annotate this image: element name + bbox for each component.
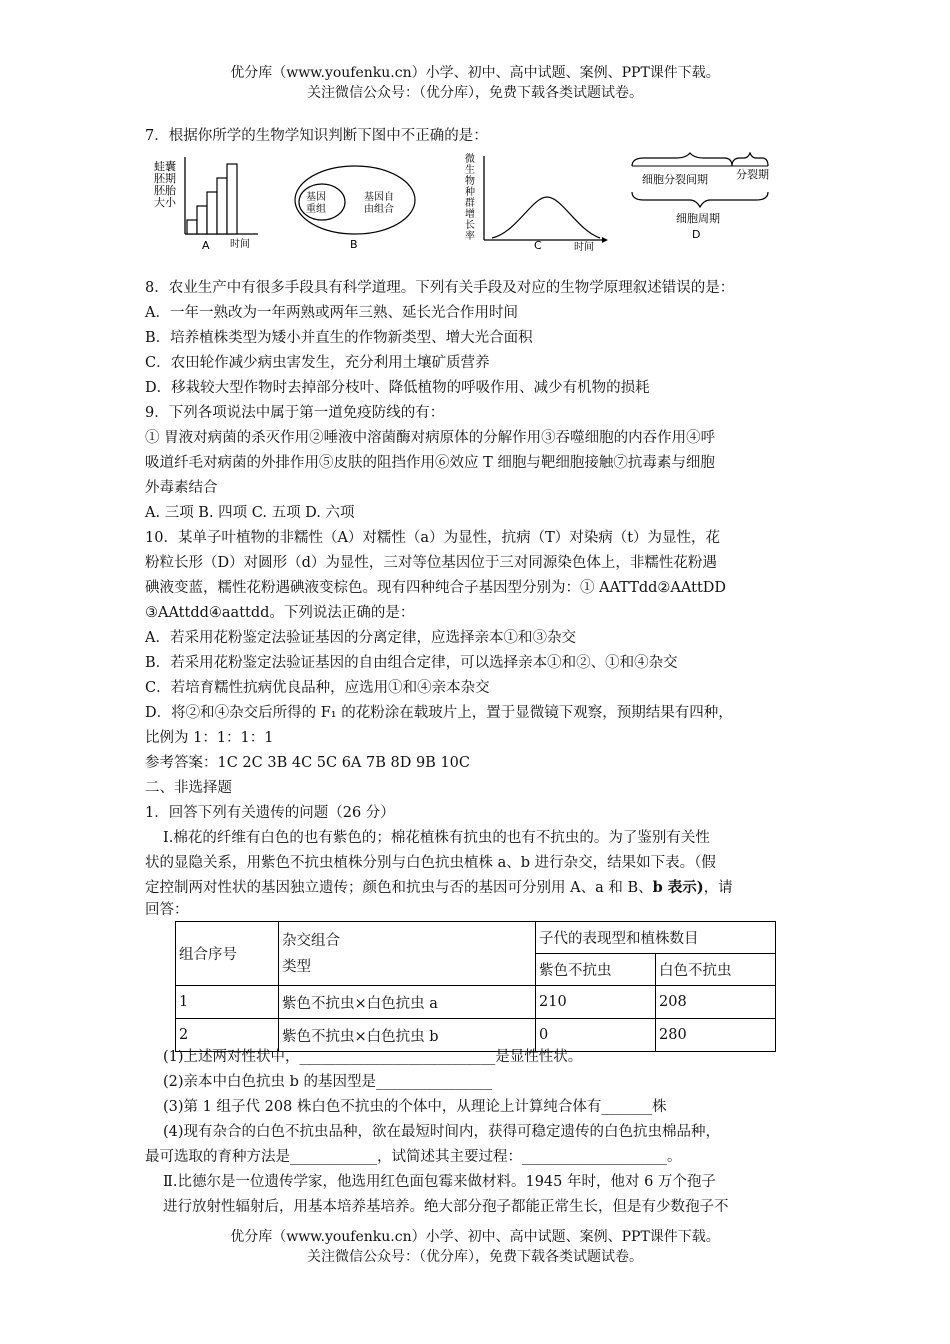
page-footer-line2: 关注微信公众号：（优分库），免费下载各类试题试卷。 (307, 1249, 643, 1265)
table-cell-purple: 0 (536, 1019, 656, 1052)
part-ii-line-1: Ⅱ.比德尔是一位遗传学家，他选用红色面包霉来做材料。1945 年时，他对 6 万个孢子 (163, 1174, 716, 1190)
figure-d-cell-cycle (624, 152, 774, 242)
table-header-purple: 紫色不抗虫 (536, 954, 656, 986)
fig-c-ylabel-2: 生 (465, 165, 475, 176)
subquestion-1: (1)上述两对性状中，___________________________是显性性状。 (163, 1049, 583, 1065)
q9-body-3: 外毒素结合 (145, 480, 218, 496)
q8-stem: 8．农业生产中有很多手段具有科学道理。下列有关手段及对应的生物学原理叙述错误的是： (145, 280, 735, 296)
problem-1-intro-3a: 定控制两对性状的基因独立遗传；颜色和抗虫与否的基因可分别用 A、a 和 B、 (145, 880, 653, 896)
q10-option-b: B．若采用花粉鉴定法验证基因的自由组合定律，可以选择亲本①和②、①和④杂交 (145, 655, 678, 671)
q8-option-a: A．一年一熟改为一年两熟或两年三熟、延长光合作用时间 (145, 305, 518, 321)
q9-options: A. 三项 B. 四项 C. 五项 D. 六项 (145, 505, 355, 521)
fig-a-ylabel-4: 大小 (154, 196, 176, 209)
problem-1-intro-3 (145, 877, 733, 899)
problem-1-intro-4: 回答： (145, 902, 189, 918)
section-2-title: 二、非选择题 (145, 780, 232, 796)
page-header-line2: 关注微信公众号：（优分库），免费下载各类试题试卷。 (307, 85, 643, 101)
table-cell-index: 2 (176, 1019, 279, 1052)
subquestion-4a: (4)现有杂合的白色不抗虫品种，欲在最短时间内，获得可稳定遗传的白色抗虫棉品种， (163, 1124, 721, 1140)
table-header-white: 白色不抗虫 (656, 954, 776, 986)
fig-d-mitosis-label: 分裂期 (736, 168, 769, 181)
figure-b-set-diagram (292, 152, 422, 252)
fig-d-label: D (692, 228, 701, 241)
fig-c-ylabel-7: 长 (465, 220, 475, 231)
table-header-offspring: 子代的表现型和植株数目 (536, 922, 776, 954)
fig-c-ylabel-5: 群 (465, 198, 475, 209)
q9-stem: 9．下列各项说法中属于第一道免疫防线的有： (145, 405, 445, 421)
table-header-cross (279, 922, 536, 986)
fig-c-ylabel-1: 微 (465, 154, 475, 165)
table-cell-index: 1 (176, 986, 279, 1019)
table-header-row-1 (176, 922, 776, 954)
fig-a-bar (217, 178, 227, 234)
table-row (176, 986, 776, 1019)
table-cell-white: 280 (656, 1019, 776, 1052)
page-footer-line1: 优分库（www.youfenku.cn）小学、初中、高中试题、案例、PPT课件下载。 (230, 1229, 720, 1245)
q9-body-1: ① 胃液对病菌的杀灭作用②唾液中溶菌酶对病原体的分解作用③吞噬细胞的内吞作用④呼 (145, 430, 716, 446)
q10-option-d-cont: 比例为 1：1：1：1 (145, 730, 274, 746)
fig-b-inner-label-1: 基因 (306, 192, 326, 203)
fig-a-xlabel: 时间 (230, 239, 250, 250)
problem-1-intro-3c: ，请 (703, 880, 733, 896)
table-header-index: 组合序号 (176, 922, 279, 986)
q10-option-d: D．将②和④杂交后所得的 F₁ 的花粉涂在载玻片上，置于显微镜下观察，预期结果有四种， (145, 705, 733, 721)
fig-d-interphase-label: 细胞分裂间期 (642, 173, 708, 186)
page-header-line1: 优分库（www.youfenku.cn）小学、初中、高中试题、案例、PPT课件下载。 (230, 65, 720, 81)
subquestion-2: (2)亲本中白色抗虫 b 的基因型是________________ (163, 1074, 493, 1090)
q8-option-b: B．培养植株类型为矮小并直生的作物新类型、增大光合面积 (145, 330, 533, 346)
part-ii-line-2: 进行放射性辐射后，用基本培养基培养。绝大部分孢子都能正常生长，但是有少数孢子不 (163, 1199, 729, 1215)
q10-stem-1: 10．某单子叶植物的非糯性（A）对糯性（a）为显性，抗病（T）对染病（t）为显性，花 (145, 530, 721, 546)
fig-a-bar (197, 206, 207, 234)
fig-a-bar (227, 164, 237, 234)
fig-c-curve (492, 197, 600, 238)
fig-c-ylabel-3: 物 (465, 176, 475, 187)
fig-a-bar (207, 192, 217, 234)
q8-option-d: D．移栽较大型作物时去掉部分枝叶、降低植物的呼吸作用、减少有机物的损耗 (145, 380, 650, 396)
fig-a-ylabel-1: 蛙囊 (154, 160, 176, 173)
q8-option-c: C．农田轮作减少病虫害发生，充分利用土壤矿质营养 (145, 355, 490, 371)
fig-a-bar (187, 220, 197, 234)
fig-b-label: B (350, 238, 358, 251)
fig-b-outer-label-1: 基因自 (364, 192, 394, 203)
fig-a-ylabel-2: 胚期 (154, 172, 176, 185)
fig-a-ylabel-3: 胚胎 (154, 184, 176, 197)
fig-d-mitosis-brace (732, 153, 768, 166)
problem-1-intro-3b: b 表示) (652, 879, 704, 896)
figure-a-bar-graph (150, 152, 270, 252)
problem-1-intro-1: Ⅰ.棉花的纤维有白色的也有紫色的；棉花植株有抗虫的也有不抗虫的。为了鉴别有关性 (163, 830, 710, 846)
table-cell-white: 208 (656, 986, 776, 1019)
fig-a-label: A (202, 239, 210, 252)
fig-c-x-arrow (602, 237, 608, 243)
q10-option-c: C．若培育糯性抗病优良品种，应选用①和④亲本杂交 (145, 680, 490, 696)
answer-key: 参考答案：1C 2C 3B 4C 5C 6A 7B 8D 9B 10C (145, 755, 470, 771)
fig-b-inner-label-2: 重组 (306, 204, 326, 215)
q7-stem: 7．根据你所学的生物学知识判断下图中不正确的是： (145, 128, 488, 144)
fig-b-outer-label-2: 由组合 (364, 204, 394, 215)
table-header-cross-1: 杂交组合 (282, 932, 340, 949)
q9-body-2: 吸道纤毛对病菌的外排作用⑤皮肤的阻挡作用⑥效应 T 细胞与靶细胞接触⑦抗毒素与细胞 (145, 455, 715, 471)
cross-results-table (175, 921, 776, 1052)
fig-c-label: C (534, 239, 542, 252)
fig-c-ylabel-4: 种 (465, 187, 475, 198)
table-header-cross-2: 类型 (282, 958, 311, 975)
fig-d-interphase-brace (632, 153, 732, 166)
problem-1-intro-2: 状的显隐关系，用紫色不抗虫植株分别与白色抗虫植株 a、b 进行杂交，结果如下表。（假 (145, 855, 716, 871)
q10-stem-3: 碘液变蓝，糯性花粉遇碘液变棕色。现有四种纯合子基因型分别为：① AATTdd②AAttDD (145, 580, 727, 596)
table-cell-purple: 210 (536, 986, 656, 1019)
problem-1-title: 1．回答下列有关遗传的问题（26 分） (145, 805, 395, 821)
q10-stem-4: ③AAttdd④aattdd。下列说法正确的是： (145, 605, 415, 621)
q10-option-a: A．若采用花粉鉴定法验证基因的分离定律，应选择亲本①和③杂交 (145, 630, 576, 646)
subquestion-4b: 最可选取的育种方法是____________，试简述其主要过程：____________________。 (145, 1149, 682, 1165)
fig-c-xlabel: 时间 (574, 242, 594, 252)
fig-d-cycle-brace (632, 192, 768, 207)
fig-d-cycle-label: 细胞周期 (676, 212, 720, 225)
figure-c-growth-curve (462, 152, 612, 252)
q10-stem-2: 粉粒长形（D）对圆形（d）为显性，三对等位基因位于三对同源染色体上，非糯性花粉遇 (145, 555, 717, 571)
table-cell-cross: 紫色不抗虫×白色抗虫 a (279, 986, 536, 1019)
fig-c-ylabel-8: 率 (465, 231, 475, 242)
fig-c-ylabel-6: 增 (465, 209, 475, 220)
subquestion-3: (3)第 1 组子代 208 株白色不抗虫的个体中，从理论上计算纯合体有_______株 (163, 1099, 667, 1115)
table-cell-cross: 紫色不抗虫×白色抗虫 b (279, 1019, 536, 1052)
